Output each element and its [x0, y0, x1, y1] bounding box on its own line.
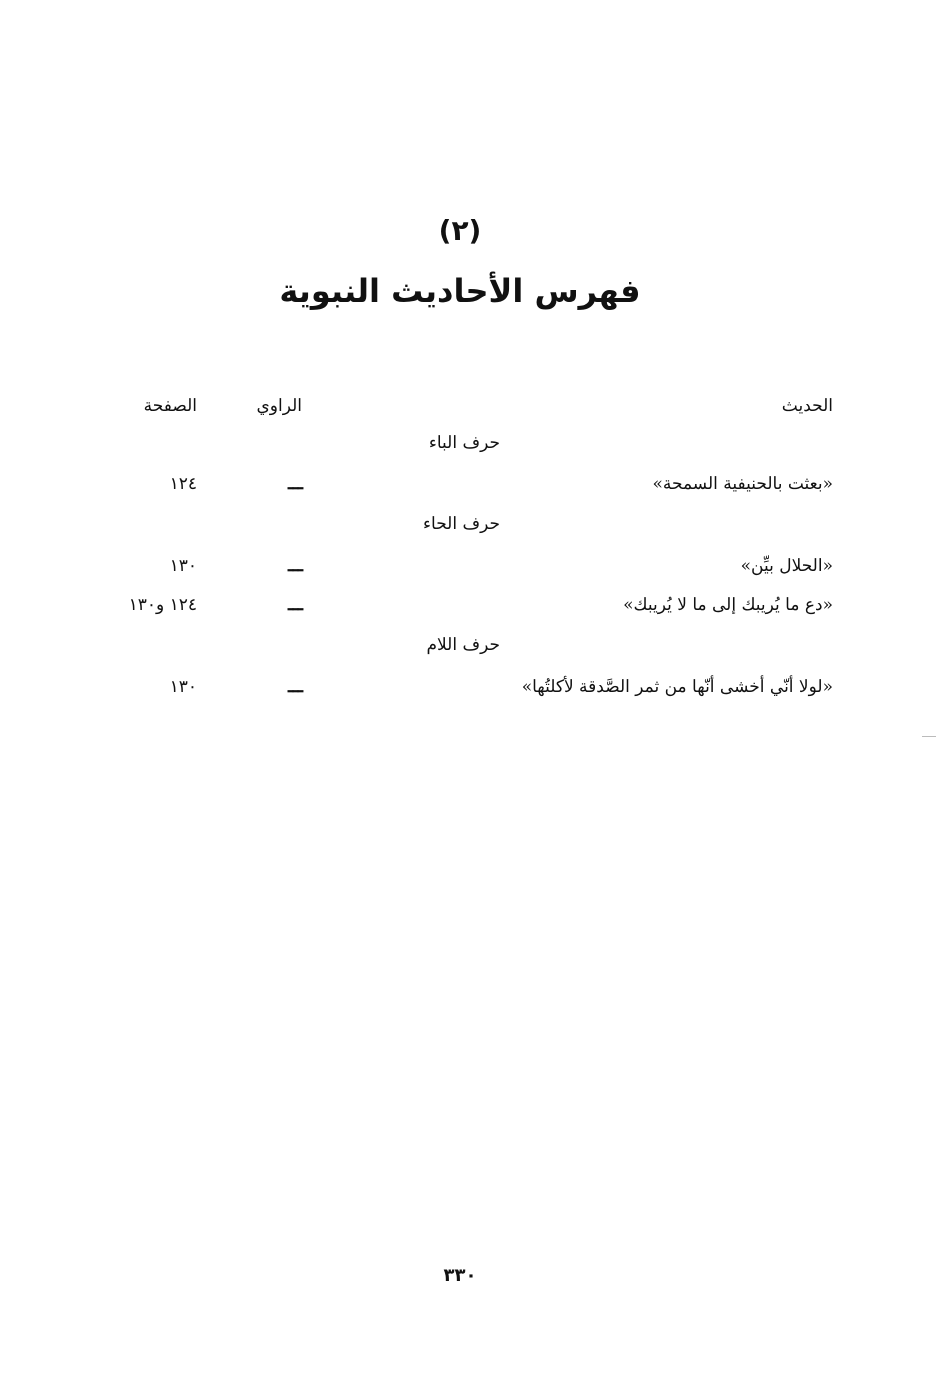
section-number: (٢) — [438, 214, 482, 247]
column-header-page: الصفحة — [143, 396, 197, 416]
letter-heading-ha: حرف الحاء — [423, 514, 500, 534]
narrator-value: ـــ — [288, 595, 303, 615]
table-row — [0, 474, 940, 504]
narrator-value: ـــ — [288, 556, 303, 576]
page-number: ٣٣٠ — [443, 1265, 477, 1286]
letter-heading-lam: حرف اللام — [426, 635, 500, 655]
column-header-narrator: الراوي — [256, 396, 302, 416]
hadith-text: «دع ما يُريبك إلى ما لا يُريبك» — [623, 595, 833, 615]
hadith-text: «الحلال بيِّن» — [740, 556, 833, 576]
table-row — [0, 595, 940, 625]
page-reference: ١٣٠ — [169, 556, 197, 576]
table-row — [0, 677, 940, 707]
page-title: فهرس الأحاديث النبوية — [279, 272, 641, 310]
narrator-value: ـــ — [288, 677, 303, 697]
page-reference: ١٢٤ — [169, 474, 197, 494]
hadith-text: «بعثت بالحنيفية السمحة» — [652, 474, 833, 494]
scan-artifact — [922, 736, 936, 737]
table-row — [0, 556, 940, 586]
hadith-text: «لولا أنّي أخشى أنّها من ثمر الصَّدقة لأكلتُها» — [521, 677, 833, 697]
letter-heading-ba: حرف الباء — [428, 433, 500, 453]
page-reference: ١٢٤ و١٣٠ — [128, 595, 197, 615]
column-header-hadith: الحديث — [781, 396, 833, 416]
page-reference: ١٣٠ — [169, 677, 197, 697]
narrator-value: ـــ — [288, 474, 303, 494]
